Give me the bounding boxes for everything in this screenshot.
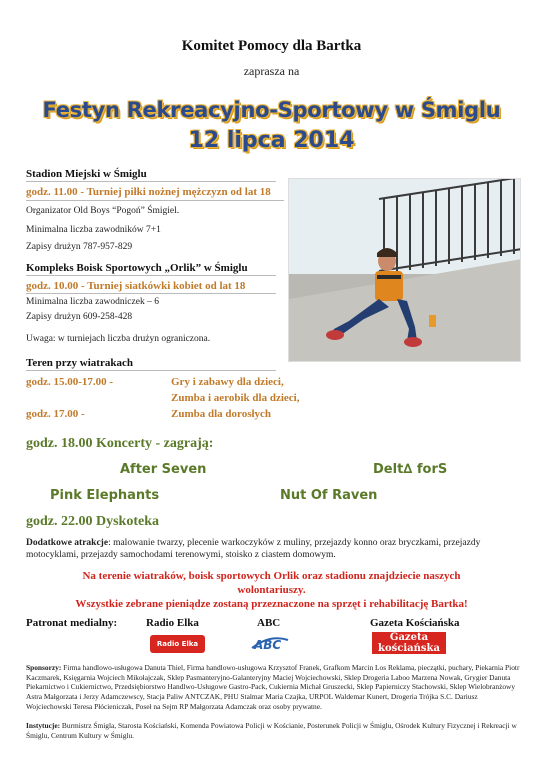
institutions-list: Burmistrz Śmigla, Starosta Kościański, Komenda Powiatowa Policji w Kościanie, Posterunek Policji w Śmiglu, Ośrodek Kultury Fizycznej i Rekreacji w Śmiglu, Centrum Kultury w Śmiglu. (26, 721, 517, 740)
tournament-limit-note: Uwaga: w turniejach liczba drużyn ograniczona. (26, 334, 211, 344)
festival-date: 12 lipca 2014 (188, 128, 355, 153)
volleyball-tournament-time: godz. 10.00 - Turniej siatkówki kobiet od lat 18 (26, 280, 246, 292)
stadium-min-players: Minimalna liczba zawodników 7+1 (26, 225, 161, 235)
patron-gazeta-koscianska: Gazeta Kościańska (370, 617, 460, 629)
concerts-heading: godz. 18.00 Koncerty - zagrają: (26, 436, 214, 451)
windmills-heading: Teren przy wiatrakach (26, 357, 133, 369)
windmills-time-3: godz. 17.00 - (26, 408, 85, 420)
stadium-signup: Zapisy drużyn 787-957-829 (26, 242, 133, 252)
radio-elka-logo (150, 635, 205, 653)
institutions-block (26, 721, 521, 740)
radio-elka-logo-text: Radio Elka (156, 640, 199, 648)
band-nut-of-raven: Nut Of Raven (280, 488, 378, 503)
extra-attractions-label: Dodatkowe atrakcje (26, 538, 109, 548)
donation-notice: Wszystkie zebrane pieniądze zostaną przeznaczone na sprzęt i rehabilitację Bartka! (75, 598, 468, 610)
extra-attractions-text: : malowanie twarzy, plecenie warkoczyków z muliny, przejazdy konno oraz bryczkami, przejazdy motocyklami, przejazdy samochodami terenowymi, stoisko z ciastem domowym. (26, 538, 481, 560)
divider (26, 293, 276, 294)
orlik-signup: Zapisy drużyn 609-258-428 (26, 312, 133, 322)
windmills-event-3: Zumba dla dorosłych (171, 408, 272, 420)
person-sitting-photo-illustration (289, 179, 521, 362)
divider (26, 275, 276, 276)
invites-text: zaprasza na (243, 64, 300, 78)
patron-radio-elka: Radio Elka (146, 617, 199, 629)
event-photo (288, 178, 521, 362)
windmills-time-1: godz. 15.00-17.00 - (26, 376, 114, 388)
sponsors-label: Sponsorzy: (26, 663, 62, 672)
divider (26, 181, 276, 182)
divider (26, 200, 284, 201)
gazeta-koscianska-logo-text: Gazeta kościańska (378, 632, 440, 654)
sponsors-list: Firma handlowo-usługowa Danuta Thiel, Firma handlowo-usługowa Krzysztof Franek, Grafkom Marcin Los Reklama, pieczątki, puchary, Piekarnia Piotr Kaczmarek, Księgarnia Wojciech Mikołajczak, Sklep Pasmanteryjno-Galanteryjny Maciej Wojciechowski, Sklep Drogeria Laboo Marzena Nowak, Grygier Danuta Piekarnictwo i Cukiernictwo, Przedsiębiorstwo Handlwo-Usługowe Gastro-Pack, Cukiernia Michał Gruszecki, Sklep Papierniczy Stachowski, Sklep Wielobranżowy Astra Małgorzata i Jerzy Adamczewscy, Stacja Paliw ANTCZAK, PHU Stalmar Maria Czajka, URPOL Waldemar Kunert, Drogeria Trójka S.C. Dariusz Wojciechowski Teresa Płócieniczak, Poseł na Sejm RP Małgorzata Adamczak oraz osoby prywatne. (26, 663, 520, 711)
institutions-label: Instytucje: (26, 721, 61, 730)
media-patronage-label: Patronat medialny: (26, 617, 118, 629)
football-tournament-time: godz. 11.00 - Turniej piłki nożnej mężczyzn od lat 18 (26, 186, 271, 198)
abc-logo (250, 632, 290, 654)
band-delta-fors: Delt∆ forS (373, 462, 448, 477)
windmills-event-1: Gry i zabawy dla dzieci, (171, 376, 284, 388)
abc-logo-text: ABC (254, 638, 282, 652)
organizer-heading: Komitet Pomocy dla Bartka (181, 38, 362, 54)
band-after-seven: After Seven (120, 462, 207, 477)
stadium-organizer: Organizator Old Boys “Pogoń” Śmigiel. (26, 206, 180, 216)
volunteers-notice-line-1: Na terenie wiatraków, boisk sportowych Orlik oraz stadionu znajdziecie naszych (82, 570, 461, 582)
divider (26, 370, 276, 371)
patron-abc: ABC (257, 617, 281, 629)
stadium-heading: Stadion Miejski w Śmiglu (26, 168, 147, 180)
gazeta-koscianska-logo (372, 632, 446, 654)
festival-title: Festyn Rekreacyjno-Sportowy w Śmiglu (42, 98, 501, 122)
windmills-event-2: Zumba i aerobik dla dzieci, (171, 392, 300, 404)
extra-attractions (26, 537, 521, 561)
orlik-heading: Kompleks Boisk Sportowych „Orlik” w Śmiglu (26, 262, 248, 274)
volunteers-notice-line-2: wolontariuszy. (237, 584, 306, 596)
band-pink-elephants: Pink Elephants (50, 488, 160, 503)
orlik-min-players: Minimalna liczba zawodniczek – 6 (26, 297, 159, 307)
sponsors-block (26, 663, 521, 712)
disco-heading: godz. 22.00 Dyskoteka (26, 514, 160, 529)
